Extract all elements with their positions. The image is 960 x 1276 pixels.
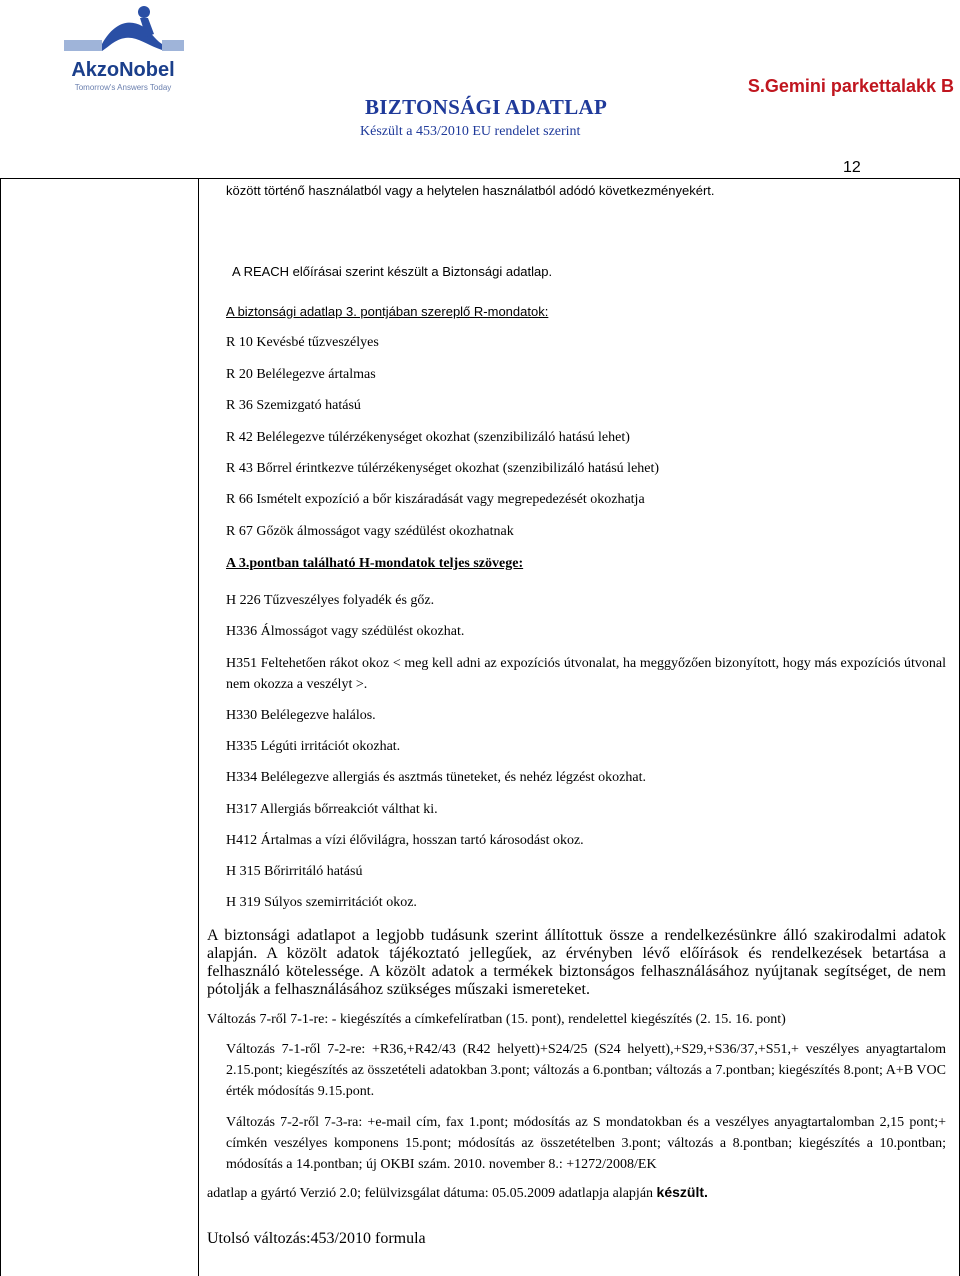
r-phrase: R 10 Kevésbé tűzveszélyes bbox=[226, 335, 379, 350]
change-note-2: Változás 7-1-ről 7-2-re: +R36,+R42/43 (R42 helyett)+S24/25 (S24 helyett),+S29,+S36/37,+S51,+ veszélyes anyagtartalom 2.15.pont; kiegészítés az összetételi adatokban 3.pont; változás a 6.pontban; változás a 7.pontban; kiegészítés 8.pont; A+B VOC érték módosítás 9.15.pont. bbox=[226, 1042, 946, 1099]
source-bold: készült. bbox=[656, 1184, 708, 1200]
r-phrase: R 43 Bőrrel érintkezve túlérzékenységet okozhat (szenzibilizáló hatású lehet) bbox=[226, 461, 660, 476]
h-phrases-heading: A 3.pontban található H-mondatok teljes szövege: bbox=[226, 556, 524, 571]
r-phrase: R 42 Belélegezve túlérzékenységet okozhat (szenzibilizáló hatású lehet) bbox=[226, 430, 630, 445]
page-number: 12 bbox=[843, 159, 861, 176]
document-title: BIZTONSÁGI ADATLAP bbox=[365, 95, 608, 119]
h-phrase: H412 Ártalmas a vízi élővilágra, hosszan tartó károsodást okoz. bbox=[226, 833, 584, 848]
h-phrase: H334 Belélegezve allergiás és asztmás tüneteket, és nehéz légzést okozhat. bbox=[226, 770, 646, 785]
r-phrase: R 36 Szemizgató hatású bbox=[226, 398, 361, 413]
reach-line: A REACH előírásai szerint készült a Biztonsági adatlap. bbox=[232, 264, 553, 279]
source-text: adatlap a gyártó Verzió 2.0; felülvizsgálat dátuma: 05.05.2009 adatlapja alapján bbox=[207, 1186, 654, 1201]
h-phrase: H351 Feltehetően rákot okoz < meg kell adni az expozíciós útvonalat, ha meggyőzően bizonyított, hogy más expozíciós útvonal nem okozza a veszélyt >. bbox=[226, 656, 946, 692]
h-phrase: H 315 Bőrirritáló hatású bbox=[226, 864, 363, 879]
table-top-border bbox=[0, 178, 960, 179]
change-note-3: Változás 7-2-ről 7-3-ra: +e-mail cím, fax 1.pont; módosítás az S mondatokban és a veszélyes anyagtartalomban 2,15 pont;+ címkén veszélyes komponens 15.pont; módosítás az összetételben 3.pont; változás a 8.pontban; kiegészítés a 10.pontban; módosítás a 14.pontban; új OKBI szám. 2010. november 8.: +1272/2008/EK bbox=[226, 1115, 946, 1172]
r-phrase: R 66 Ismételt expozíció a bőr kiszáradását vagy megrepedezését okozhatja bbox=[226, 492, 645, 507]
table-column-divider bbox=[198, 178, 199, 1276]
document-subtitle: Készült a 453/2010 EU rendelet szerint bbox=[360, 124, 581, 139]
h-phrase: H317 Allergiás bőrreakciót válthat ki. bbox=[226, 802, 438, 817]
product-name: S.Gemini parkettalakk B bbox=[747, 76, 954, 96]
h-phrase: H335 Légúti irritációt okozhat. bbox=[226, 739, 401, 754]
source-line bbox=[207, 1184, 708, 1202]
last-change: Utolsó változás:453/2010 formula bbox=[207, 1230, 426, 1247]
logo-name: AkzoNobel bbox=[71, 59, 175, 81]
r-phrases-heading: A biztonsági adatlap 3. pontjában szereplő R-mondatok: bbox=[226, 304, 549, 319]
change-note-1: Változás 7-ről 7-1-re: - kiegészítés a címkefelíratban (15. pont), rendelettel kiegészítés (2. 15. 16. pont) bbox=[207, 1012, 786, 1027]
h-phrase: H330 Belélegezve halálos. bbox=[226, 708, 376, 723]
r-phrase: R 67 Gőzök álmosságot vagy szédülést okozhatnak bbox=[226, 524, 514, 539]
figure-logo-icon bbox=[58, 4, 188, 64]
table-left-border bbox=[0, 178, 1, 1276]
h-phrase: H 226 Tűzveszélyes folyadék és gőz. bbox=[226, 593, 435, 608]
r-phrase: R 20 Belélegezve ártalmas bbox=[226, 367, 376, 382]
h-phrase: H336 Álmosságot vagy szédülést okozhat. bbox=[226, 624, 465, 639]
logo-tagline: Tomorrow's Answers Today bbox=[74, 83, 172, 92]
h-phrase: H 319 Súlyos szemirritációt okoz. bbox=[226, 895, 417, 910]
intro-line: között történő használatból vagy a helytelen használatból adódó következményekért. bbox=[226, 183, 715, 198]
disclaimer-paragraph: A biztonsági adatlapot a legjobb tudásunk szerint állítottuk össze a rendelkezésünkre álló szakirodalmi adatok alapján. A közölt adatok tájékoztató jellegűek, az érvényben lévő előírások és rendelkezések betartása a felhasználó kötelessége. A közölt adatok a termékek biztonságos felhasználásához nyújtanak segítséget, de nem pótolják a felhasználásához szükséges műszaki ismereteket. bbox=[207, 927, 946, 998]
akzonobel-logo bbox=[58, 4, 188, 96]
